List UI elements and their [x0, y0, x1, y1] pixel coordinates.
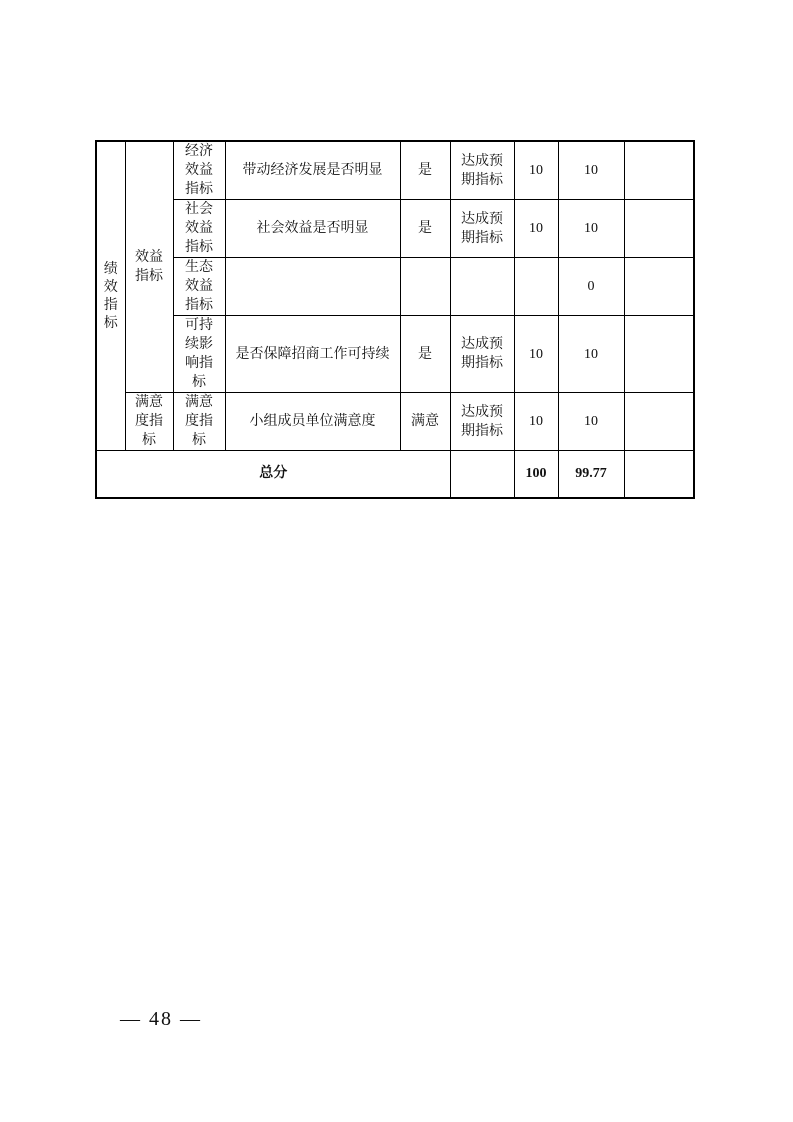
- level3-label: 经济效益指标: [185, 143, 213, 197]
- score-cell: 10: [558, 200, 624, 258]
- standard-cell: [450, 258, 514, 316]
- standard-cell: [450, 141, 514, 200]
- note-cell: [624, 316, 694, 393]
- level3-cell: [173, 141, 225, 200]
- level1-label: 绩效指标: [103, 260, 118, 331]
- level2-label: 效益指标: [135, 249, 163, 284]
- total-standard: [450, 451, 514, 498]
- table-row: [96, 141, 694, 200]
- level2-cell: [125, 141, 173, 393]
- score-cell: 10: [558, 393, 624, 451]
- weight-cell: 10: [514, 141, 558, 200]
- value-cell: 是: [400, 200, 450, 258]
- level3-cell: [173, 258, 225, 316]
- level1-cell: [96, 141, 125, 451]
- table-row: [96, 393, 694, 451]
- content-cell: 带动经济发展是否明显: [225, 141, 400, 200]
- total-weight: 100: [514, 451, 558, 498]
- total-score: 99.77: [558, 451, 624, 498]
- performance-table: [95, 140, 695, 499]
- table-row: [96, 316, 694, 393]
- total-label: 总分: [96, 451, 450, 498]
- page-number: — 48 —: [120, 1008, 202, 1030]
- score-cell: 10: [558, 141, 624, 200]
- standard-cell: [450, 393, 514, 451]
- weight-cell: 10: [514, 316, 558, 393]
- note-cell: [624, 200, 694, 258]
- standard-cell: [450, 316, 514, 393]
- table-row: [96, 200, 694, 258]
- content-cell: [225, 258, 400, 316]
- value-cell: 是: [400, 316, 450, 393]
- score-cell: 10: [558, 316, 624, 393]
- level2-cell: [125, 393, 173, 451]
- standard-cell: [450, 200, 514, 258]
- total-note: [624, 451, 694, 498]
- value-cell: 是: [400, 141, 450, 200]
- content-cell: 小组成员单位满意度: [225, 393, 400, 451]
- standard-label: 达成预期指标: [461, 152, 503, 188]
- note-cell: [624, 141, 694, 200]
- standard-label: 达成预期指标: [461, 210, 503, 246]
- table-row: [96, 258, 694, 316]
- value-cell: [400, 258, 450, 316]
- level3-label: 社会效益指标: [185, 201, 213, 255]
- level3-label: 可持续影响指标: [185, 317, 213, 390]
- weight-cell: 10: [514, 393, 558, 451]
- level3-cell: [173, 393, 225, 451]
- note-cell: [624, 258, 694, 316]
- content-cell: 社会效益是否明显: [225, 200, 400, 258]
- standard-label: 达成预期指标: [461, 403, 503, 439]
- weight-cell: 10: [514, 200, 558, 258]
- level3-label: 满意度指标: [185, 394, 213, 448]
- level2-label: 满意度指标: [135, 394, 163, 448]
- level3-cell: [173, 200, 225, 258]
- weight-cell: [514, 258, 558, 316]
- score-cell: 0: [558, 258, 624, 316]
- level3-cell: [173, 316, 225, 393]
- total-row: [96, 451, 694, 498]
- note-cell: [624, 393, 694, 451]
- standard-label: 达成预期指标: [461, 336, 503, 371]
- level3-label: 生态效益指标: [185, 259, 213, 313]
- value-cell: 满意: [400, 393, 450, 451]
- content-cell: 是否保障招商工作可持续: [225, 316, 400, 393]
